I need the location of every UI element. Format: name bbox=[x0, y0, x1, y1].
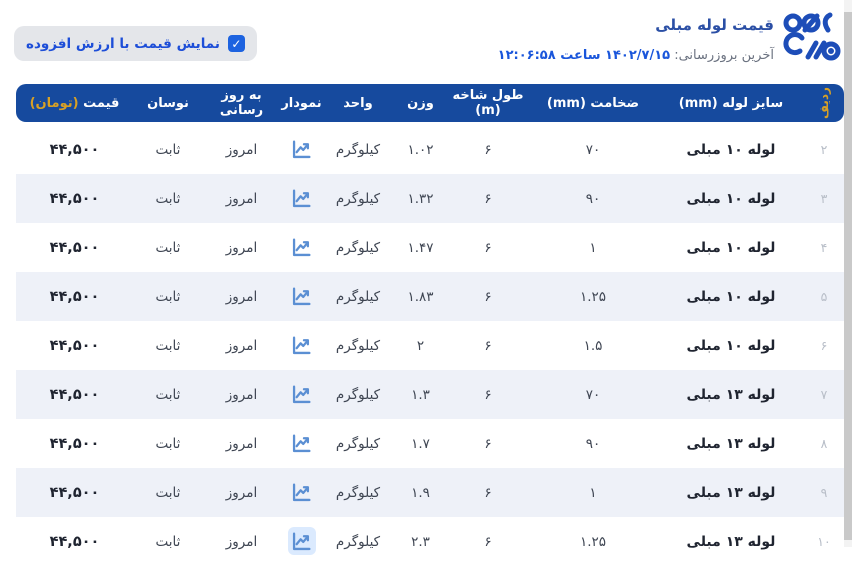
last-update bbox=[498, 48, 774, 63]
unit-cell: کیلوگرم bbox=[335, 386, 381, 403]
price-cell: ۴۴,۵۰۰ bbox=[49, 484, 100, 501]
col-header-length: طول شاخه (m) bbox=[452, 88, 524, 118]
length-cell: ۶ bbox=[484, 337, 492, 354]
price-cell: ۴۴,۵۰۰ bbox=[49, 190, 100, 207]
pipe-size-cell: لوله ۱۳ مبلی bbox=[686, 386, 776, 403]
weight-cell: ۱.۳ bbox=[411, 386, 430, 403]
unit-cell: کیلوگرم bbox=[335, 288, 381, 305]
col-header-unit: واحد bbox=[343, 95, 373, 111]
fluctuation-cell: ثابت bbox=[155, 386, 181, 403]
ahan-online-logo bbox=[784, 10, 840, 64]
unit-cell: کیلوگرم bbox=[335, 190, 381, 207]
chart-cell bbox=[280, 380, 323, 409]
row-number-cell: ۳ bbox=[820, 191, 828, 206]
page-title: قیمت لوله مبلی bbox=[655, 16, 774, 34]
col-header-size: سایز لوله (mm) bbox=[678, 95, 784, 111]
pipe-size-cell: لوله ۱۳ مبلی bbox=[686, 435, 776, 452]
col-header-chart: نمودار bbox=[281, 95, 322, 111]
price-cell: ۴۴,۵۰۰ bbox=[49, 533, 100, 550]
row-number-cell: ۱۰ bbox=[817, 534, 831, 549]
updated-cell: امروز bbox=[225, 337, 258, 354]
col-header-thickness: ضخامت (mm) bbox=[546, 95, 640, 111]
length-cell: ۶ bbox=[484, 190, 492, 207]
table-row bbox=[16, 223, 844, 272]
last-update-label: آخرین بروزرسانی: bbox=[674, 48, 774, 63]
length-cell: ۶ bbox=[484, 435, 492, 452]
row-number-cell: ۶ bbox=[820, 338, 828, 353]
thickness-cell: ۱.۲۵ bbox=[579, 533, 607, 550]
thickness-cell: ۱ bbox=[589, 484, 597, 501]
brand-block bbox=[498, 10, 840, 64]
price-cell: ۴۴,۵۰۰ bbox=[49, 288, 100, 305]
table-row bbox=[16, 468, 844, 517]
fluctuation-cell: ثابت bbox=[155, 239, 181, 256]
table-row bbox=[16, 517, 844, 566]
weight-cell: ۱.۳۲ bbox=[407, 190, 434, 207]
length-cell: ۶ bbox=[484, 484, 492, 501]
unit-cell: کیلوگرم bbox=[335, 484, 381, 501]
price-cell: ۴۴,۵۰۰ bbox=[49, 435, 100, 452]
chart-icon[interactable] bbox=[288, 282, 316, 310]
chart-icon[interactable] bbox=[288, 135, 316, 163]
chart-cell bbox=[280, 527, 323, 556]
fluctuation-cell: ثابت bbox=[155, 288, 181, 305]
chart-icon[interactable] bbox=[288, 233, 316, 261]
pipe-size-cell: لوله ۱۳ مبلی bbox=[686, 484, 776, 501]
row-number-cell: ۷ bbox=[820, 387, 828, 402]
col-header-weight: وزن bbox=[407, 95, 434, 111]
chart-cell bbox=[280, 478, 323, 507]
unit-cell: کیلوگرم bbox=[335, 533, 381, 550]
updated-cell: امروز bbox=[225, 533, 258, 550]
unit-cell: کیلوگرم bbox=[335, 141, 381, 158]
length-cell: ۶ bbox=[484, 288, 492, 305]
chart-icon[interactable] bbox=[288, 331, 316, 359]
fluctuation-cell: ثابت bbox=[155, 484, 181, 501]
fluctuation-cell: ثابت bbox=[155, 533, 181, 550]
pipe-size-cell: لوله ۱۰ مبلی bbox=[686, 239, 776, 256]
pipe-size-cell: لوله ۱۰ مبلی bbox=[686, 190, 776, 207]
chart-icon[interactable] bbox=[288, 380, 316, 408]
price-unit-label: (تومان) bbox=[29, 95, 79, 111]
pipe-size-cell: لوله ۱۰ مبلی bbox=[686, 141, 776, 158]
length-cell: ۶ bbox=[484, 533, 492, 550]
updated-cell: امروز bbox=[225, 239, 258, 256]
price-cell: ۴۴,۵۰۰ bbox=[49, 141, 100, 158]
row-number-cell: ۹ bbox=[820, 485, 828, 500]
price-table bbox=[16, 84, 844, 566]
unit-cell: کیلوگرم bbox=[335, 337, 381, 354]
table-header-row bbox=[16, 84, 844, 122]
unit-cell: کیلوگرم bbox=[335, 239, 381, 256]
thickness-cell: ۱ bbox=[589, 239, 597, 256]
thickness-cell: ۷۰ bbox=[585, 141, 601, 158]
thickness-cell: ۹۰ bbox=[585, 190, 601, 207]
updated-cell: امروز bbox=[225, 288, 258, 305]
weight-cell: ۲.۳ bbox=[411, 533, 430, 550]
thickness-cell: ۱.۵ bbox=[583, 337, 603, 354]
row-number-cell: ۸ bbox=[820, 436, 828, 451]
vat-toggle[interactable] bbox=[14, 26, 257, 61]
weight-cell: ۲ bbox=[416, 337, 425, 354]
fluctuation-cell: ثابت bbox=[155, 435, 181, 452]
chart-icon[interactable] bbox=[288, 478, 316, 506]
thickness-cell: ۱.۲۵ bbox=[579, 288, 607, 305]
price-cell: ۴۴,۵۰۰ bbox=[49, 337, 100, 354]
table-row bbox=[16, 419, 844, 468]
length-cell: ۶ bbox=[484, 239, 492, 256]
updated-cell: امروز bbox=[225, 141, 258, 158]
table-row bbox=[16, 272, 844, 321]
checkbox-checked-icon[interactable]: ✓ bbox=[228, 35, 245, 52]
table-row bbox=[16, 125, 844, 174]
chart-icon[interactable] bbox=[288, 184, 316, 212]
fluctuation-cell: ثابت bbox=[155, 141, 181, 158]
chart-cell bbox=[280, 233, 323, 262]
row-number-cell: ۲ bbox=[820, 142, 828, 157]
col-header-updated: به روز رسانی bbox=[219, 88, 264, 118]
thickness-cell: ۷۰ bbox=[585, 386, 601, 403]
fluctuation-cell: ثابت bbox=[155, 190, 181, 207]
weight-cell: ۱.۷ bbox=[411, 435, 430, 452]
chart-cell bbox=[280, 282, 323, 311]
vat-toggle-label: نمایش قیمت با ارزش افزوده bbox=[26, 35, 220, 52]
chart-icon[interactable] bbox=[288, 429, 316, 457]
updated-cell: امروز bbox=[225, 386, 258, 403]
weight-cell: ۱.۸۳ bbox=[407, 288, 434, 305]
updated-cell: امروز bbox=[225, 435, 258, 452]
thickness-cell: ۹۰ bbox=[585, 435, 601, 452]
col-header-fluctuation: نوسان bbox=[147, 95, 189, 111]
chart-cell bbox=[280, 429, 323, 458]
chart-cell bbox=[280, 135, 323, 164]
unit-cell: کیلوگرم bbox=[335, 435, 381, 452]
length-cell: ۶ bbox=[484, 386, 492, 403]
table-row bbox=[16, 370, 844, 419]
weight-cell: ۱.۴۷ bbox=[407, 239, 434, 256]
scrollbar-thumb[interactable] bbox=[844, 12, 852, 540]
pipe-size-cell: لوله ۱۰ مبلی bbox=[686, 288, 776, 305]
row-number-cell: ۵ bbox=[820, 289, 828, 304]
table-body bbox=[16, 125, 844, 566]
page-header bbox=[0, 0, 852, 84]
chart-cell bbox=[280, 184, 323, 213]
price-cell: ۴۴,۵۰۰ bbox=[49, 386, 100, 403]
table-row bbox=[16, 174, 844, 223]
updated-cell: امروز bbox=[225, 484, 258, 501]
price-cell: ۴۴,۵۰۰ bbox=[49, 239, 100, 256]
fluctuation-cell: ثابت bbox=[155, 337, 181, 354]
pipe-size-cell: لوله ۱۰ مبلی bbox=[686, 337, 776, 354]
col-header-row: ردیف bbox=[817, 86, 831, 119]
last-update-value: ۱۴۰۲/۷/۱۵ ساعت ۱۲:۰۶:۵۸ bbox=[497, 48, 671, 63]
updated-cell: امروز bbox=[225, 190, 258, 207]
chart-icon[interactable] bbox=[288, 527, 316, 555]
pipe-size-cell: لوله ۱۳ مبلی bbox=[686, 533, 776, 550]
chart-cell bbox=[280, 331, 323, 360]
length-cell: ۶ bbox=[484, 141, 492, 158]
weight-cell: ۱.۹ bbox=[411, 484, 430, 501]
weight-cell: ۱.۰۲ bbox=[407, 141, 434, 158]
col-header-price: قیمت (تومان) bbox=[29, 95, 120, 111]
table-row bbox=[16, 321, 844, 370]
row-number-cell: ۴ bbox=[820, 240, 828, 255]
vertical-scrollbar[interactable] bbox=[844, 0, 852, 547]
